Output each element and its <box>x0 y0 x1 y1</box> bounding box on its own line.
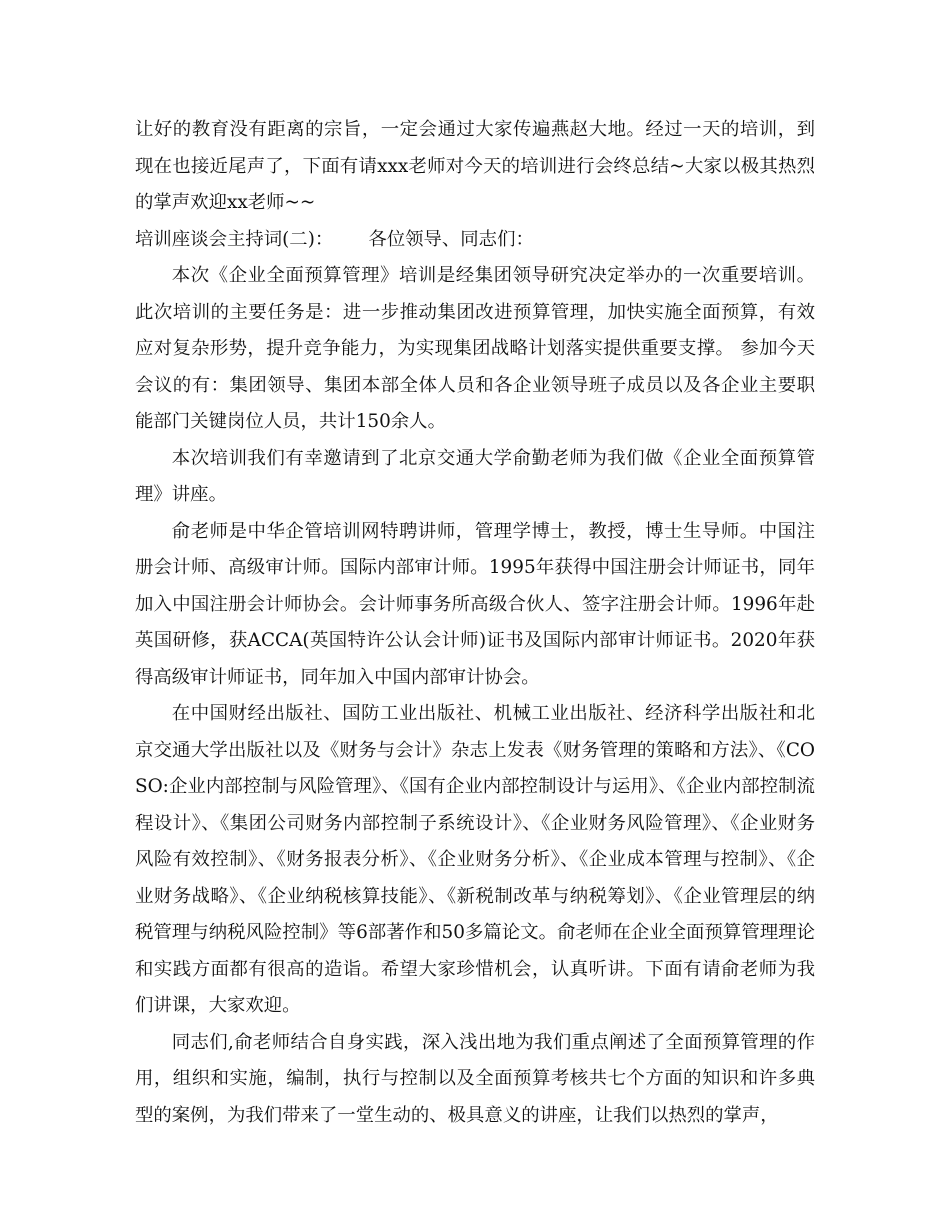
document-body <box>135 112 815 1134</box>
paragraph-closing: 同志们,俞老师结合自身实践，深入浅出地为我们重点阐述了全面预算管理的作用，组织和实施，编制，执行与控制以及全面预算考核共七个方面的知识和许多典型的案例，为我们带来了一堂生动的、极具意义的讲座，让我们以热烈的掌声， <box>135 1031 815 1126</box>
paragraph-publications: 在中国财经出版社、国防工业出版社、机械工业出版社、经济科学出版社和北京交通大学出版社以及《财务与会计》杂志上发表《财务管理的策略和方法》、《COSO:企业内部控制与风险管理》、《国有企业内部控制设计与运用》、《企业内部控制流程设计》、《集团公司财务内部控制子系统设计》、《企业财务风险管理》、《企业财务风险有效控制》、《财务报表分析》、《企业财务分析》、《企业成本管理与控制》、《企业财务战略》、《企业纳税核算技能》、《新税制改革与纳税筹划》、《企业管理层的纳税管理与纳税风险控制》等6部著作和50多篇论文。俞老师在企业全面预算管理理论和实践方面都有很高的造诣。希望大家珍惜机会，认真听讲。下面有请俞老师为我们讲课，大家欢迎。 <box>135 703 815 1016</box>
paragraph-lecturer-invite: 本次培训我们有幸邀请到了北京交通大学俞勤老师为我们做《企业全面预算管理》讲座。 <box>135 447 815 505</box>
paragraph-intro-continuation: 让好的教育没有距离的宗旨，一定会通过大家传遍燕赵大地。经过一天的培训，到现在也接近尾声了，下面有请xxx老师对今天的培训进行会终总结~大家以极其热烈的掌声欢迎xx老师~~ <box>135 119 815 213</box>
paragraph-lecturer-bio: 俞老师是中华企管培训网特聘讲师，管理学博士，教授，博士生导师。中国注册会计师、高级审计师。国际内部审计师。1995年获得中国注册会计师证书，同年加入中国注册会计师协会。会计师事务所高级合伙人、签字注册会计师。1996年赴英国研修，获ACCA(英国特许公认会计师)证书及国际内部审计师证书。2020年获得高级审计师证书，同年加入中国内部审计协会。 <box>135 520 815 688</box>
paragraph-training-purpose: 本次《企业全面预算管理》培训是经集团领导研究决定举办的一次重要培训。此次培训的主要任务是：进一步推动集团改进预算管理，加快实施全面预算，有效应对复杂形势，提升竞争能力，为实现集团战略计划落实提供重要支撑。 参加今天会议的有：集团领导、集团本部全体人员和各企业领导班子成员以及各企业主要职能部门关键岗位人员，共计150余人。 <box>135 265 815 432</box>
section-heading: 培训座谈会主持词(二)： 各位领导、同志们： <box>135 228 534 250</box>
